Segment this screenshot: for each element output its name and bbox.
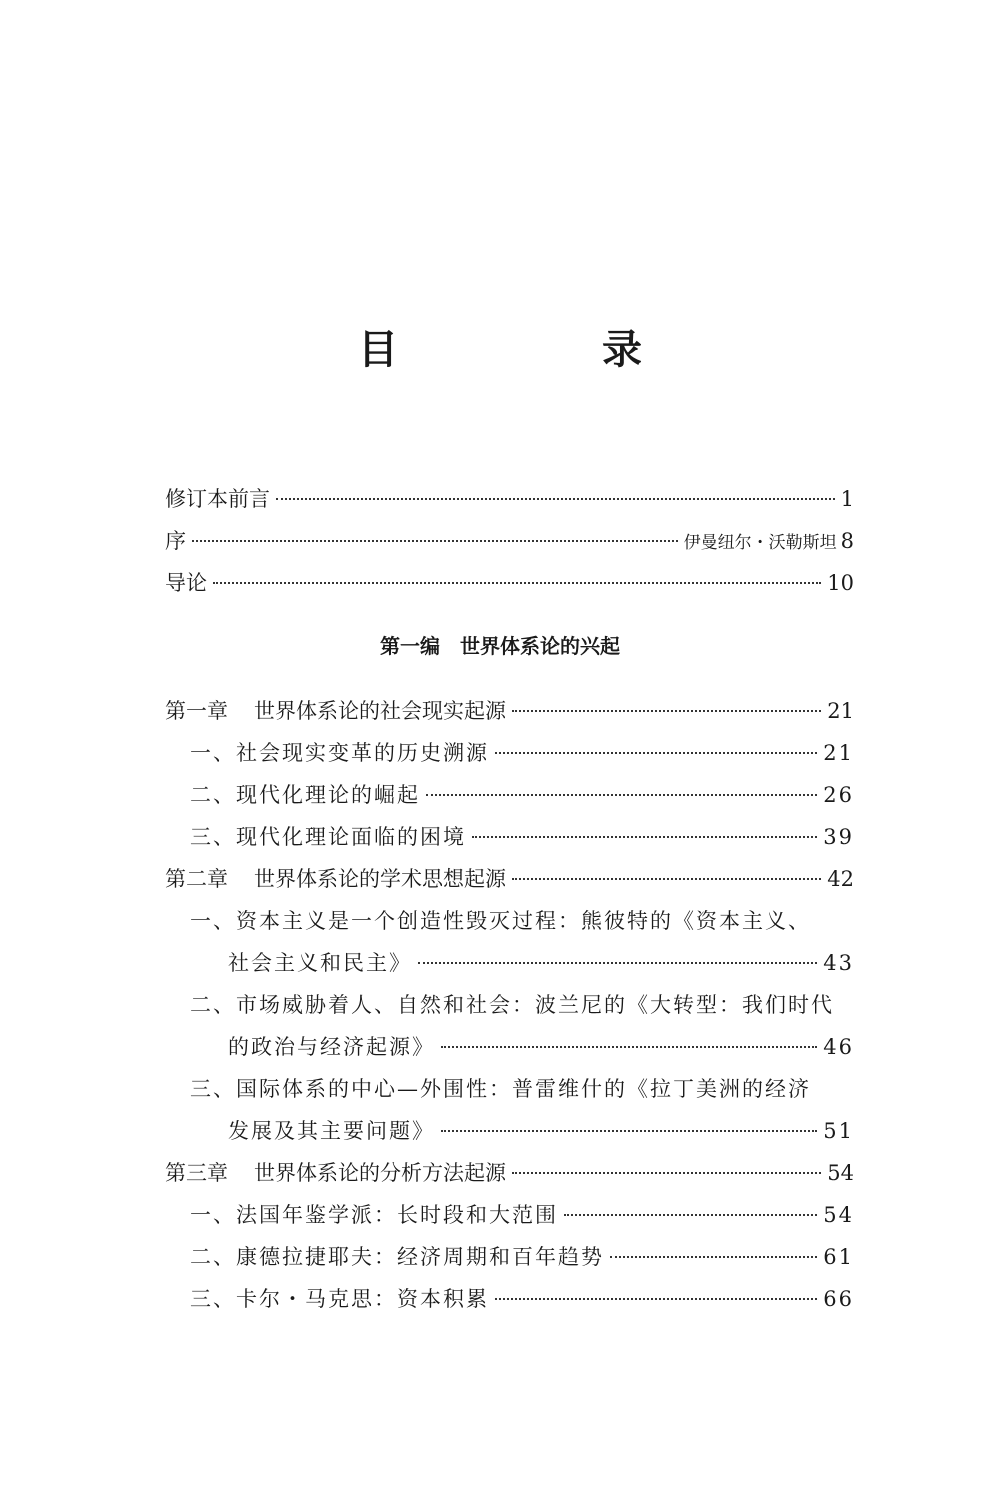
toc-entry-foreword[interactable]	[0, 520, 1000, 562]
toc-page-number: 1	[840, 487, 854, 511]
toc-section-1-3[interactable]	[0, 816, 1000, 858]
toc-page-number: 61	[823, 1245, 854, 1269]
dot-leader	[512, 710, 821, 712]
toc-section-3-2[interactable]	[0, 1236, 1000, 1278]
page-title: 目 录	[358, 327, 724, 373]
chapter-number: 第三章	[165, 1161, 228, 1185]
toc-page-number: 54	[827, 1161, 854, 1185]
toc-page-number: 39	[823, 825, 854, 849]
toc-section-2-2-line2[interactable]	[0, 1026, 1000, 1068]
toc-page-number: 66	[823, 1287, 854, 1311]
toc-section-2-3-line2[interactable]	[0, 1110, 1000, 1152]
part-heading: 第一编 世界体系论的兴起	[380, 634, 620, 658]
section-label: 三、现代化理论面临的困境	[190, 825, 466, 849]
section-label: 一、资本主义是一个创造性毁灭过程：熊彼特的《资本主义、	[190, 909, 811, 933]
section-label: 一、社会现实变革的历史溯源	[190, 741, 489, 765]
toc-page-number: 43	[823, 951, 854, 975]
toc-page-number: 26	[823, 783, 854, 807]
toc-entry-label: 导论	[165, 571, 207, 595]
section-label: 一、法国年鉴学派：长时段和大范围	[190, 1203, 558, 1227]
section-label: 二、市场威胁着人、自然和社会：波兰尼的《大转型：我们时代	[190, 993, 834, 1017]
dot-leader	[418, 962, 817, 964]
toc-chapter-1[interactable]	[0, 690, 1000, 732]
toc-entry-introduction[interactable]	[0, 562, 1000, 604]
toc-section-2-3-line1[interactable]	[0, 1068, 1000, 1110]
toc-page-number: 42	[827, 867, 854, 891]
dot-leader	[495, 752, 817, 754]
toc-section-2-2-line1[interactable]	[0, 984, 1000, 1026]
toc-section-1-2[interactable]	[0, 774, 1000, 816]
dot-leader	[495, 1298, 817, 1300]
toc-section-3-3[interactable]	[0, 1278, 1000, 1320]
toc-entry-author: 伊曼纽尔・沃勒斯坦	[683, 533, 837, 553]
toc-page-number: 21	[827, 699, 854, 723]
toc-page-number: 10	[827, 571, 854, 595]
dot-leader	[426, 794, 817, 796]
section-label: 二、现代化理论的崛起	[190, 783, 420, 807]
section-label: 三、卡尔・马克思：资本积累	[190, 1287, 489, 1311]
toc-page-number: 54	[823, 1203, 854, 1227]
dot-leader	[472, 836, 817, 838]
section-label-continued: 社会主义和民主》	[228, 951, 412, 975]
toc-section-2-1-line1[interactable]	[0, 900, 1000, 942]
dot-leader	[441, 1130, 817, 1132]
toc-entry-label: 序	[165, 529, 186, 553]
chapter-title: 世界体系论的分析方法起源	[254, 1161, 506, 1185]
toc-page-number: 21	[823, 741, 854, 765]
section-label-continued: 的政治与经济起源》	[228, 1035, 435, 1059]
chapter-title: 世界体系论的学术思想起源	[254, 867, 506, 891]
section-label: 三、国际体系的中心—外围性：普雷维什的《拉丁美洲的经济	[190, 1077, 811, 1101]
section-label: 二、康德拉捷耶夫：经济周期和百年趋势	[190, 1245, 604, 1269]
dot-leader	[276, 498, 835, 500]
toc-chapter-3[interactable]	[0, 1152, 1000, 1194]
chapter-title: 世界体系论的社会现实起源	[254, 699, 506, 723]
section-label-continued: 发展及其主要问题》	[228, 1119, 435, 1143]
dot-leader	[564, 1214, 817, 1216]
toc-chapter-2[interactable]	[0, 858, 1000, 900]
dot-leader	[610, 1256, 817, 1258]
dot-leader	[512, 1172, 821, 1174]
toc-page-number: 8	[840, 529, 854, 553]
dot-leader	[213, 582, 821, 584]
toc-entry-label: 修订本前言	[165, 487, 270, 511]
chapter-number: 第二章	[165, 867, 228, 891]
toc-entry-preface-revised[interactable]	[0, 478, 1000, 520]
dot-leader	[192, 540, 678, 542]
toc-section-1-1[interactable]	[0, 732, 1000, 774]
toc-page-number: 51	[823, 1119, 854, 1143]
toc-section-2-1-line2[interactable]	[0, 942, 1000, 984]
toc-section-3-1[interactable]	[0, 1194, 1000, 1236]
dot-leader	[441, 1046, 817, 1048]
toc-page-number: 46	[823, 1035, 854, 1059]
chapter-number: 第一章	[165, 699, 228, 723]
dot-leader	[512, 878, 821, 880]
